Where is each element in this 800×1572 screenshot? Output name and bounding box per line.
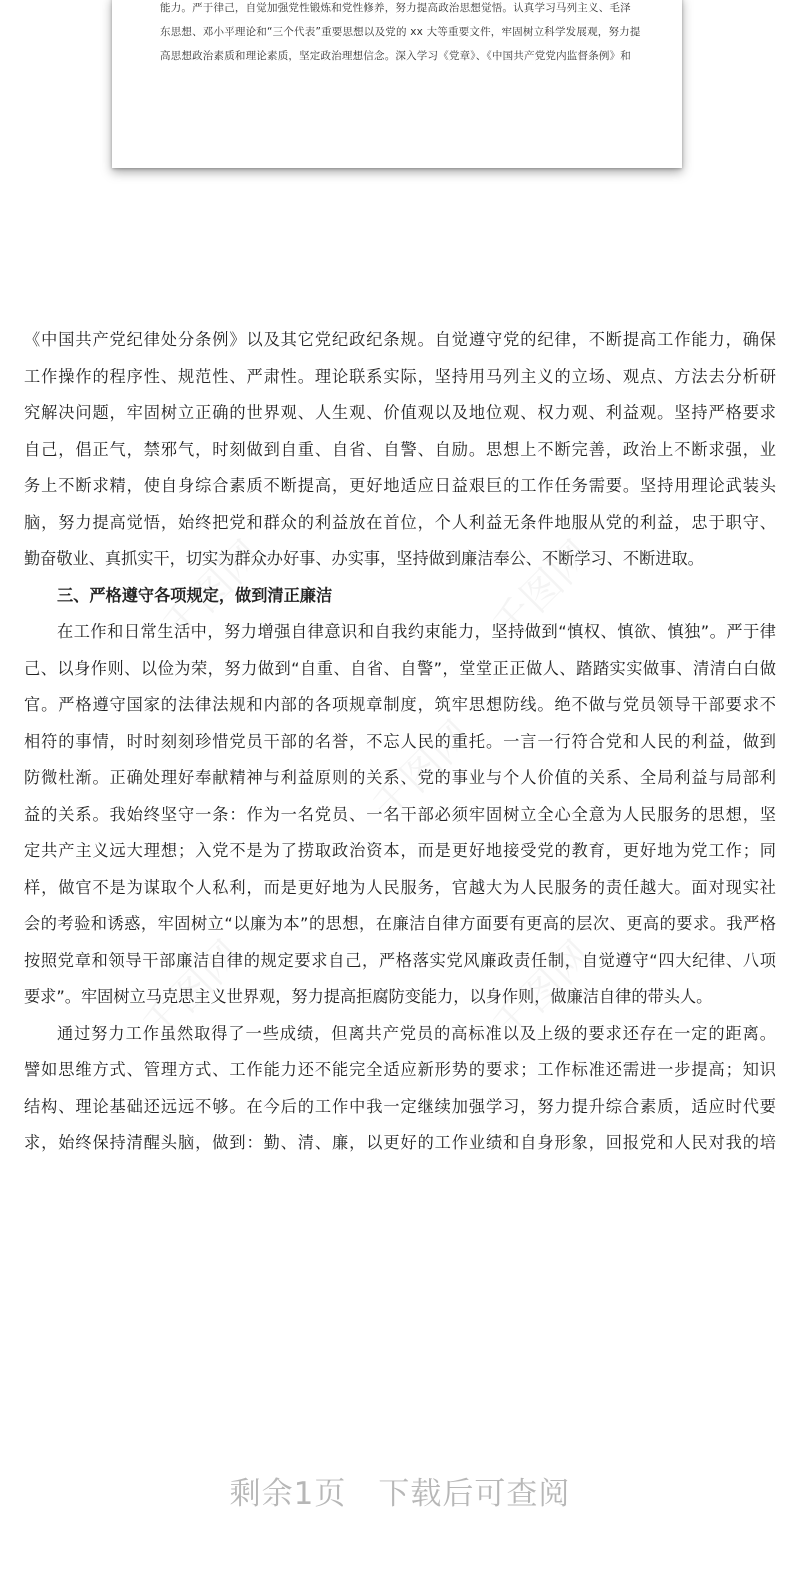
document-body	[24, 322, 776, 1162]
text-line: 己、以身作则、以俭为荣，努力做到“自重、自省、自警”，堂堂正正做人、踏踏实实做事、清清白白做	[24, 658, 776, 678]
text-line: 防微杜渐。正确处理好奉献精神与利益原则的关系、党的事业与个人价值的关系、全局利益与局部利	[24, 768, 776, 787]
text-line: 求，始终保持清醒头脑，做到：勤、清、廉，以更好的工作业绩和自身形象，回报党和人民对我的培	[24, 1133, 776, 1152]
paragraph-discipline	[24, 322, 776, 578]
text-line: 究解决问题，牢固树立正确的世界观、人生观、价值观以及地位观、权力观、利益观。坚持严格要求	[24, 403, 776, 422]
preview-line: 高思想政治素质和理论素质，坚定政治理想信念。深入学习《党章》、《中国共产党党内监督条例》和	[160, 50, 631, 62]
text-line: 譬如思维方式、管理方式、工作能力还不能完全适应新形势的要求；工作标准还需进一步提高；知识	[24, 1060, 776, 1079]
paragraph-improvement	[24, 1016, 776, 1162]
text-line: 要求”。牢固树立马克思主义世界观，努力提高拒腐防变能力，以身作则，做廉洁自律的带头人。	[24, 987, 713, 1006]
text-line: 益的关系。我始终坚守一条：作为一名党员、一名干部必须牢固树立全心全意为人民服务的思想，坚	[24, 804, 776, 824]
paragraph-integrity	[24, 614, 776, 1016]
text-line: 务上不断求精，使自身综合素质不断提高，更好地适应日益艰巨的工作任务需要。坚持用理论武装头	[24, 476, 776, 495]
preview-page-card	[112, 0, 682, 168]
text-line: 在工作和日常生活中，努力增强自律意识和自我约束能力，坚持做到“慎权、慎欲、慎独”。严于律	[57, 622, 776, 641]
preview-line: 东思想、邓小平理论和“三个代表”重要思想以及党的 xx 大等重要文件，牢固树立科学发展观，努力提	[160, 26, 641, 38]
text-line: 自己，倡正气，禁邪气，时刻做到自重、自省、自警、自励。思想上不断完善，政治上不断求强，业	[24, 439, 776, 459]
text-line: 脑，努力提高觉悟，始终把党和群众的利益放在首位，个人利益无条件地服从党的利益，忠于职守、	[24, 512, 776, 532]
text-line: 样，做官不是为谋取个人私利，而是更好地为人民服务，官越大为人民服务的责任越大。面对现实社	[24, 877, 776, 897]
section-heading: 三、严格遵守各项规定，做到清正廉洁	[57, 585, 333, 605]
preview-page-text	[160, 0, 640, 68]
text-line: 工作操作的程序性、规范性、严肃性。理论联系实际，坚持用马列主义的立场、观点、方法去分析研	[24, 366, 776, 386]
text-line: 按照党章和领导干部廉洁自律的规定要求自己，严格落实党风廉政责任制，自觉遵守“四大纪律、八项	[24, 950, 776, 970]
text-line: 结构、理论基础还远远不够。在今后的工作中我一定继续加强学习，努力提升综合素质，适应时代要	[24, 1096, 776, 1116]
text-line: 定共产主义远大理想；入党不是为了捞取政治资本，而是更好地接受党的教育，更好地为党工作；同	[24, 841, 776, 860]
text-line: 勤奋敬业、真抓实干，切实为群众办好事、办实事，坚持做到廉洁奉公、不断学习、不断进取。	[24, 549, 704, 568]
text-line: 通过努力工作虽然取得了一些成绩，但离共产党员的高标准以及上级的要求还存在一定的距离。	[57, 1023, 776, 1043]
text-line: 官。严格遵守国家的法律法规和内部的各项规章制度，筑牢思想防线。绝不做与党员领导干部要求不	[24, 695, 776, 714]
download-to-read-prompt[interactable]: 剩余1页 下载后可查阅	[229, 1476, 571, 1512]
preview-line: 能力。严于律己，自觉加强党性锻炼和党性修养，努力提高政治思想觉悟。认真学习马列主义、毛泽	[160, 2, 631, 14]
text-line: 相符的事情，时时刻刻珍惜党员干部的名誉，不忘人民的重托。一言一行符合党和人民的利益，做到	[24, 731, 776, 751]
text-line: 《中国共产党纪律处分条例》以及其它党纪政纪条规。自觉遵守党的纪律，不断提高工作能力，确保	[24, 330, 776, 349]
text-line: 会的考验和诱惑，牢固树立“以廉为本”的思想，在廉洁自律方面要有更高的层次、更高的要求。我严格	[24, 914, 776, 933]
